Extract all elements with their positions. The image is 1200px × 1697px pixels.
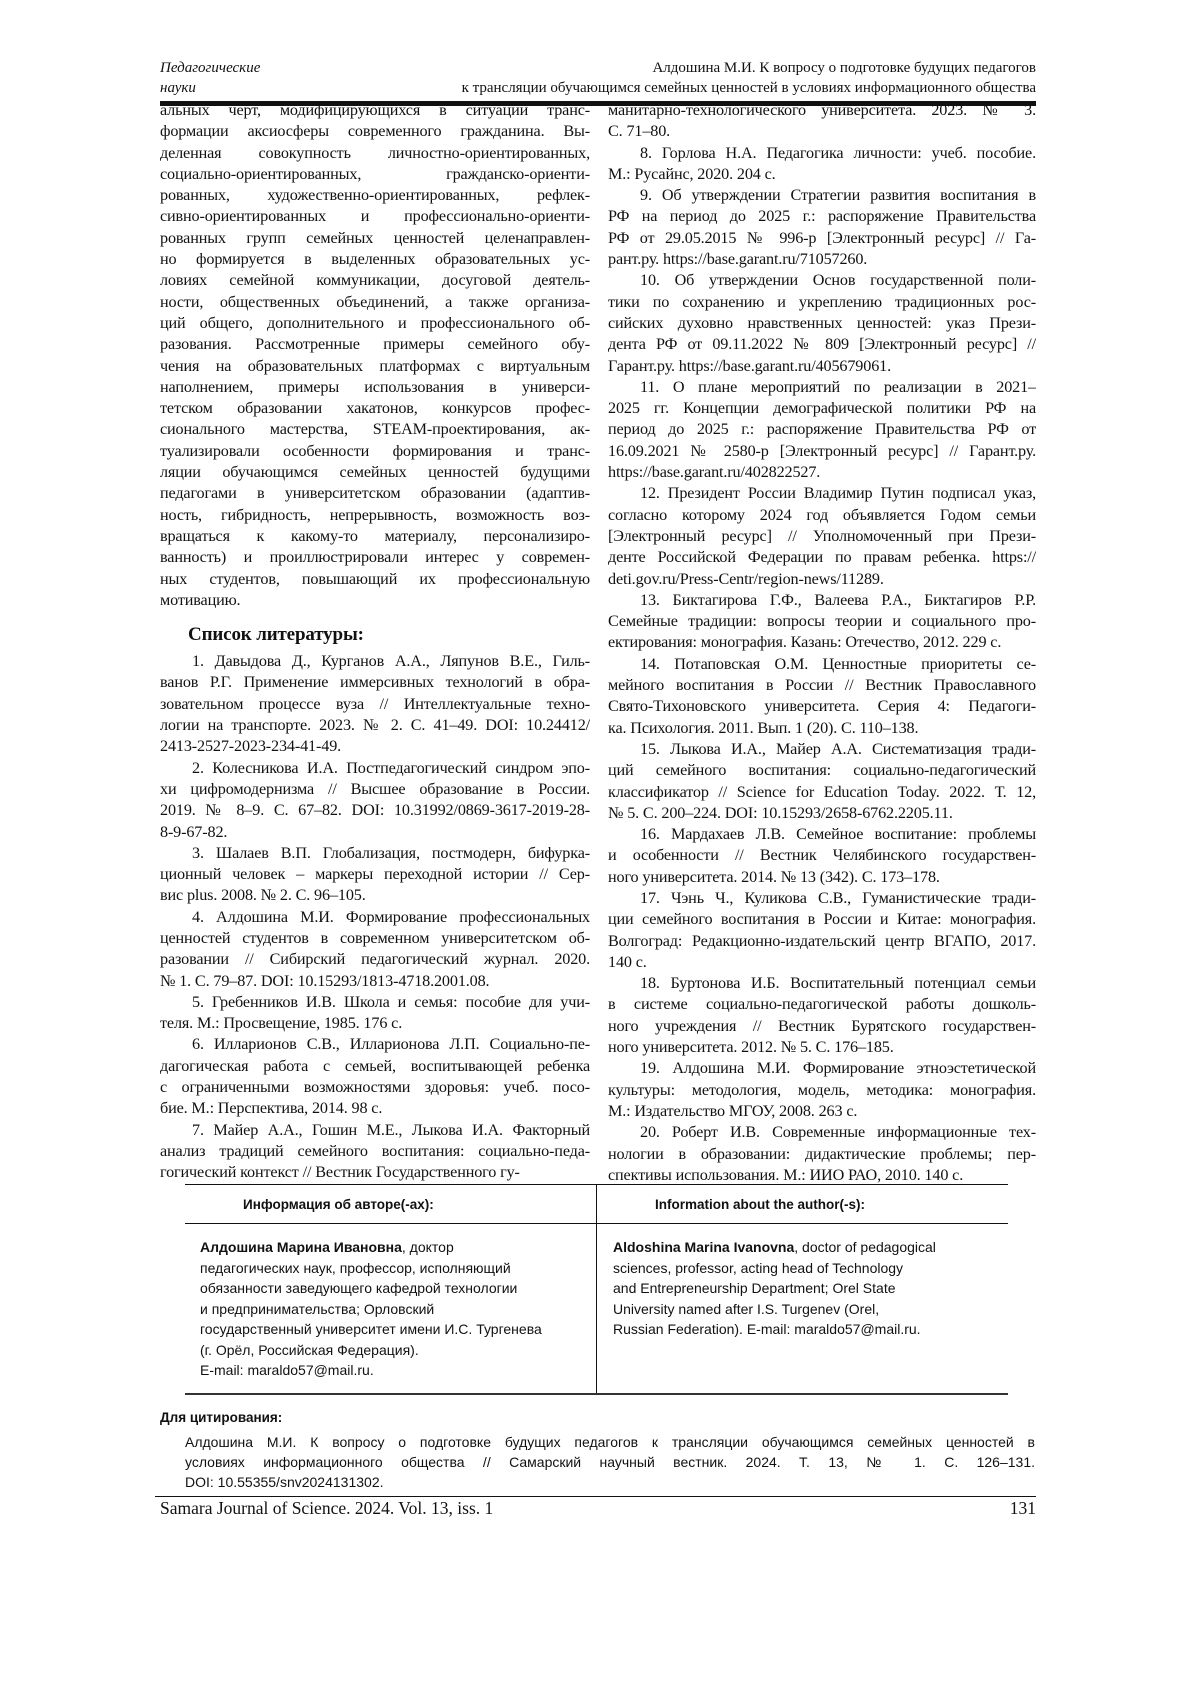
text-line: и особенности // Вестник Челябинского государствен- [608,845,1036,866]
author-info-en [613,1237,1003,1340]
text-line: № 1. С. 79–87. DOI: 10.15293/1813-4718.2001.08. [160,971,590,992]
text-line: сионального мастерства, STEAM-проектирования, ак- [160,419,590,440]
text-line: 8-9-67-82. [160,822,590,843]
text-line: ность, гибридность, непрерывность, возможность воз- [160,505,590,526]
text-line: Волгоград: Редакционно-издательский центр ВГАПО, 2017. [608,931,1036,952]
text-line: альных черт, модифицирующихся в ситуации транс- [160,100,590,121]
author-line: государственный университет имени И.С. Тургенева [200,1319,590,1340]
text-line: РФ на период до 2025 г.: распоряжение Правительства [608,206,1036,227]
reference-item-continuation [608,100,1036,143]
reference-item [608,888,1036,973]
text-line: сивно-ориентированных и профессионально-ориенти- [160,206,590,227]
table-divider [185,1223,1008,1224]
text-line: ности, общественных объединений, а также организа- [160,292,590,313]
text-line: вис plus. 2008. № 2. С. 96–105. [160,885,590,906]
text-line: теля. М.: Просвещение, 1985. 176 с. [160,1013,590,1034]
text-line: 18. Буртонова И.Б. Воспитательный потенциал семьи [608,973,1036,994]
left-column [160,100,590,1184]
text-line: 4. Алдошина М.И. Формирование профессиональных [160,907,590,928]
text-line: 14. Потаповская О.М. Ценностные приоритеты се- [608,654,1036,675]
text-line: ций семейного воспитания: социально-педагогический [608,760,1036,781]
reference-item [160,843,590,907]
text-line: зовательном процессе вуза // Интеллектуальные техно- [160,694,590,715]
text-line: дагогическая работа с семьей, воспитывающей ребенка [160,1056,590,1077]
text-line: культуры: методология, модель, методика: монография. [608,1080,1036,1101]
text-line: 7. Майер А.А., Гошин М.Е., Лыкова И.А. Факторный [160,1120,590,1141]
text-line: тики по сохранению и укреплению традиционных рос- [608,292,1036,313]
references-heading: Список литературы: [188,623,590,647]
text-line: deti.gov.ru/Press-Centr/region-news/11289. [608,569,1036,590]
author-name: Aldoshina Marina Ivanovna [613,1239,794,1255]
reference-item [608,483,1036,589]
author-line: Russian Federation). E-mail: maraldo57@mail.ru. [613,1319,1003,1340]
text-line: РФ от 29.05.2015 № 996-р [Электронный ресурс] // Га- [608,228,1036,249]
reference-item [160,1120,590,1184]
text-line: с ограниченными возможностями здоровья: учеб. посо- [160,1077,590,1098]
text-line: Свято-Тихоновского университета. Серия 4: Педагоги- [608,696,1036,717]
text-line: 1. Давыдова Д., Курганов А.А., Ляпунов В.Е., Гиль- [160,651,590,672]
text-line: ных студентов, повышающий их профессиональную [160,569,590,590]
author-info-ru [200,1237,590,1381]
text-line: ции семейного воспитания в России и Китае: монография. [608,909,1036,930]
text-line: ванность) и проиллюстрировали интерес у современ- [160,547,590,568]
reference-item [608,973,1036,1058]
text-line: анализ традиций семейного воспитания: социально-педа- [160,1141,590,1162]
text-line: рованных групп семейных ценностей целенаправлен- [160,228,590,249]
author-line: E-mail: maraldo57@mail.ru. [200,1360,590,1381]
text-line: 8. Горлова Н.А. Педагогика личности: учеб. пособие. [608,143,1036,164]
text-line: ляции обучающимся семейных ценностей будущими [160,462,590,483]
reference-item [608,654,1036,739]
page-number: 131 [1010,1497,1036,1519]
section-line: науки [160,78,260,98]
text-line: педагогами в университетском образовании (адаптив- [160,483,590,504]
text-line: ка. Психология. 2011. Вып. 1 (20). С. 110–138. [608,718,1036,739]
text-line: социально-ориентированных, гражданско-ориенти- [160,164,590,185]
section-name [160,58,260,98]
reference-item [608,270,1036,376]
author-line [613,1237,1003,1258]
text-line: в системе социально-педагогической работы дошколь- [608,994,1036,1015]
text-line: нологии в образовании: дидактические проблемы; пер- [608,1144,1036,1165]
text-line: ванов Р.Г. Применение иммерсивных технологий в обра- [160,672,590,693]
text-line: 19. Алдошина М.И. Формирование этноэстетической [608,1058,1036,1079]
text-line: гогический контекст // Вестник Государственного гу- [160,1162,590,1183]
citation-line: условиях информационного общества // Самарский научный вестник. 2024. Т. 13, № 1. С. 126–131. [185,1452,1035,1472]
text-line: 140 с. [608,952,1036,973]
text-line: 15. Лыкова И.А., Майер А.А. Систематизация тради- [608,739,1036,760]
text-line: 13. Биктагирова Г.Ф., Валеева Р.А., Биктагиров Р.Р. [608,590,1036,611]
text-line: ного учреждения // Вестник Бурятского государствен- [608,1016,1036,1037]
reference-item [160,651,590,757]
body-paragraph [160,100,590,611]
text-line: период до 2025 г.: распоряжение Правительства РФ от [608,419,1036,440]
text-line: 16.09.2021 № 2580-р [Электронный ресурс] // Гарант.ру. [608,441,1036,462]
text-line: мейного воспитания в России // Вестник Православного [608,675,1036,696]
text-line: 2019. № 8–9. С. 67–82. DOI: 10.31992/0869-3617-2019-28- [160,800,590,821]
text-line: рованных, художественно-ориентированных, рефлек- [160,185,590,206]
text-line: разования. Рассмотренные примеры семейного обу- [160,334,590,355]
text-line: классификатор // Science for Education Today. 2022. Т. 12, [608,782,1036,803]
text-line: чения на образовательных платформах с виртуальным [160,356,590,377]
text-line: 3. Шалаев В.П. Глобализация, постмодерн, бифурка- [160,843,590,864]
text-line: ционный человек – маркеры переходной истории // Сер- [160,864,590,885]
text-line: 5. Гребенников И.В. Школа и семья: пособие для учи- [160,992,590,1013]
author-info-ru-header: Информация об авторе(-ах): [243,1197,434,1212]
running-title-line: к трансляции обучающимся семейных ценностей в условиях информационного общества [462,78,1036,98]
text-line: вращаться к какому-то материалу, персонализиро- [160,526,590,547]
author-line: sciences, professor, acting head of Technology [613,1258,1003,1279]
text-line: спективы использования. М.: ИИО РАО, 2010. 140 с. [608,1165,1036,1186]
text-line: 2413-2527-2023-234-41-49. [160,736,590,757]
text-line: туализировали особенности формирования и транс- [160,441,590,462]
text-line: М.: Издательство МГОУ, 2008. 263 с. [608,1101,1036,1122]
text-line: хи цифромодернизма // Высшее образование в России. [160,779,590,800]
text-line: формации аксиосферы современного гражданина. Вы- [160,121,590,142]
page-footer [160,1497,1036,1519]
text-line: ций общего, дополнительного и профессионального об- [160,313,590,334]
citation-line: Алдошина М.И. К вопросу о подготовке будущих педагогов к трансляции обучающимся семейных ценностей в [185,1432,1035,1452]
text-line: 2. Колесникова И.А. Постпедагогический синдром эпо- [160,758,590,779]
text-line: денте Российской Федерации по правам ребенка. https:// [608,547,1036,568]
text-line: Гарант.ру. https://base.garant.ru/405679061. [608,356,1036,377]
reference-item [160,992,590,1035]
reference-item [608,739,1036,824]
text-line: наполнением, примеры использования в универси- [160,377,590,398]
author-line: педагогических наук, профессор, исполняющий [200,1258,590,1279]
reference-item [608,1122,1036,1186]
reference-item [160,907,590,992]
running-title-line: Алдошина М.И. К вопросу о подготовке будущих педагогов [462,58,1036,78]
text-line: деленная совокупность личностно-ориентированных, [160,143,590,164]
citation-heading: Для цитирования: [160,1410,282,1425]
section-line: Педагогические [160,58,260,78]
text-line: разовании // Сибирский педагогический журнал. 2020. [160,949,590,970]
reference-item [608,1058,1036,1122]
text-line: бие. М.: Перспектива, 2014. 98 с. [160,1098,590,1119]
text-line: [Электронный ресурс] // Уполномоченный при Прези- [608,526,1036,547]
text-line: № 5. С. 200–224. DOI: 10.15293/2658-6762.2205.11. [608,803,1036,824]
author-info-table [185,1184,1008,1395]
citation-text [185,1432,1035,1492]
author-line: и предпринимательства; Орловский [200,1299,590,1320]
reference-item [608,143,1036,186]
text-line: М.: Русайнс, 2020. 204 с. [608,164,1036,185]
article-running-title [462,58,1036,98]
text-line: 20. Роберт И.В. Современные информационные тех- [608,1122,1036,1143]
text-line: мотивацию. [160,590,590,611]
author-line: (г. Орёл, Российская Федерация). [200,1340,590,1361]
author-line: University named after I.S. Turgenev (Orel, [613,1299,1003,1320]
author-line: обязанности заведующего кафедрой технологии [200,1278,590,1299]
reference-item [608,590,1036,654]
journal-name: Samara Journal of Science. 2024. Vol. 13, iss. 1 [160,1498,493,1518]
text-line: 17. Чэнь Ч., Куликова С.В., Гуманистические тради- [608,888,1036,909]
text-line: 6. Илларионов С.В., Илларионова Л.П. Социально-пе- [160,1034,590,1055]
author-line [200,1237,590,1258]
author-text: , доктор [402,1239,454,1255]
reference-item [608,185,1036,270]
text-line: https://base.garant.ru/402822527. [608,462,1036,483]
text-line: 11. О плане мероприятий по реализации в 2021– [608,377,1036,398]
author-text: , doctor of pedagogical [794,1239,936,1255]
author-name: Алдошина Марина Ивановна [200,1239,402,1255]
text-line: 10. Об утверждении Основ государственной поли- [608,270,1036,291]
reference-item [608,824,1036,888]
text-line: ного университета. 2012. № 5. С. 176–185. [608,1037,1036,1058]
text-line: сийских духовно нравственных ценностей: указ Прези- [608,313,1036,334]
text-line: рант.ру. https://base.garant.ru/71057260. [608,249,1036,270]
text-line: ловиях семейной коммуникации, досуговой деятель- [160,270,590,291]
text-line: манитарно-технологического университета. 2023. № 3. [608,100,1036,121]
reference-item [160,1034,590,1119]
text-line: согласно которому 2024 год объявляется Годом семьи [608,505,1036,526]
reference-item [160,758,590,843]
text-line: С. 71–80. [608,121,1036,142]
text-line: ного университета. 2014. № 13 (342). С. 173–178. [608,867,1036,888]
table-divider [596,1185,597,1393]
text-line: но формируется в выделенных образовательных ус- [160,249,590,270]
text-line: тетском образовании хакатонов, конкурсов профес- [160,398,590,419]
text-line: Семейные традиции: вопросы теории и социального про- [608,611,1036,632]
author-info-en-header: Information about the author(-s): [655,1197,865,1212]
text-line: 2025 гг. Концепции демографической политики РФ на [608,398,1036,419]
text-line: дента РФ от 09.11.2022 № 809 [Электронный ресурс] // [608,334,1036,355]
text-line: ценностей студентов в современном университетском об- [160,928,590,949]
text-line: 9. Об утверждении Стратегии развития воспитания в [608,185,1036,206]
author-line: and Entrepreneurship Department; Orel State [613,1278,1003,1299]
right-column [608,100,1036,1186]
citation-line: DOI: 10.55355/snv2024131302. [185,1472,1035,1492]
text-line: 16. Мардахаев Л.В. Семейное воспитание: проблемы [608,824,1036,845]
reference-item [608,377,1036,483]
text-line: логии на транспорте. 2023. № 2. С. 41–49. DOI: 10.24412/ [160,715,590,736]
text-line: ектирования: монография. Казань: Отечество, 2012. 229 с. [608,632,1036,653]
text-line: 12. Президент России Владимир Путин подписал указ, [608,483,1036,504]
